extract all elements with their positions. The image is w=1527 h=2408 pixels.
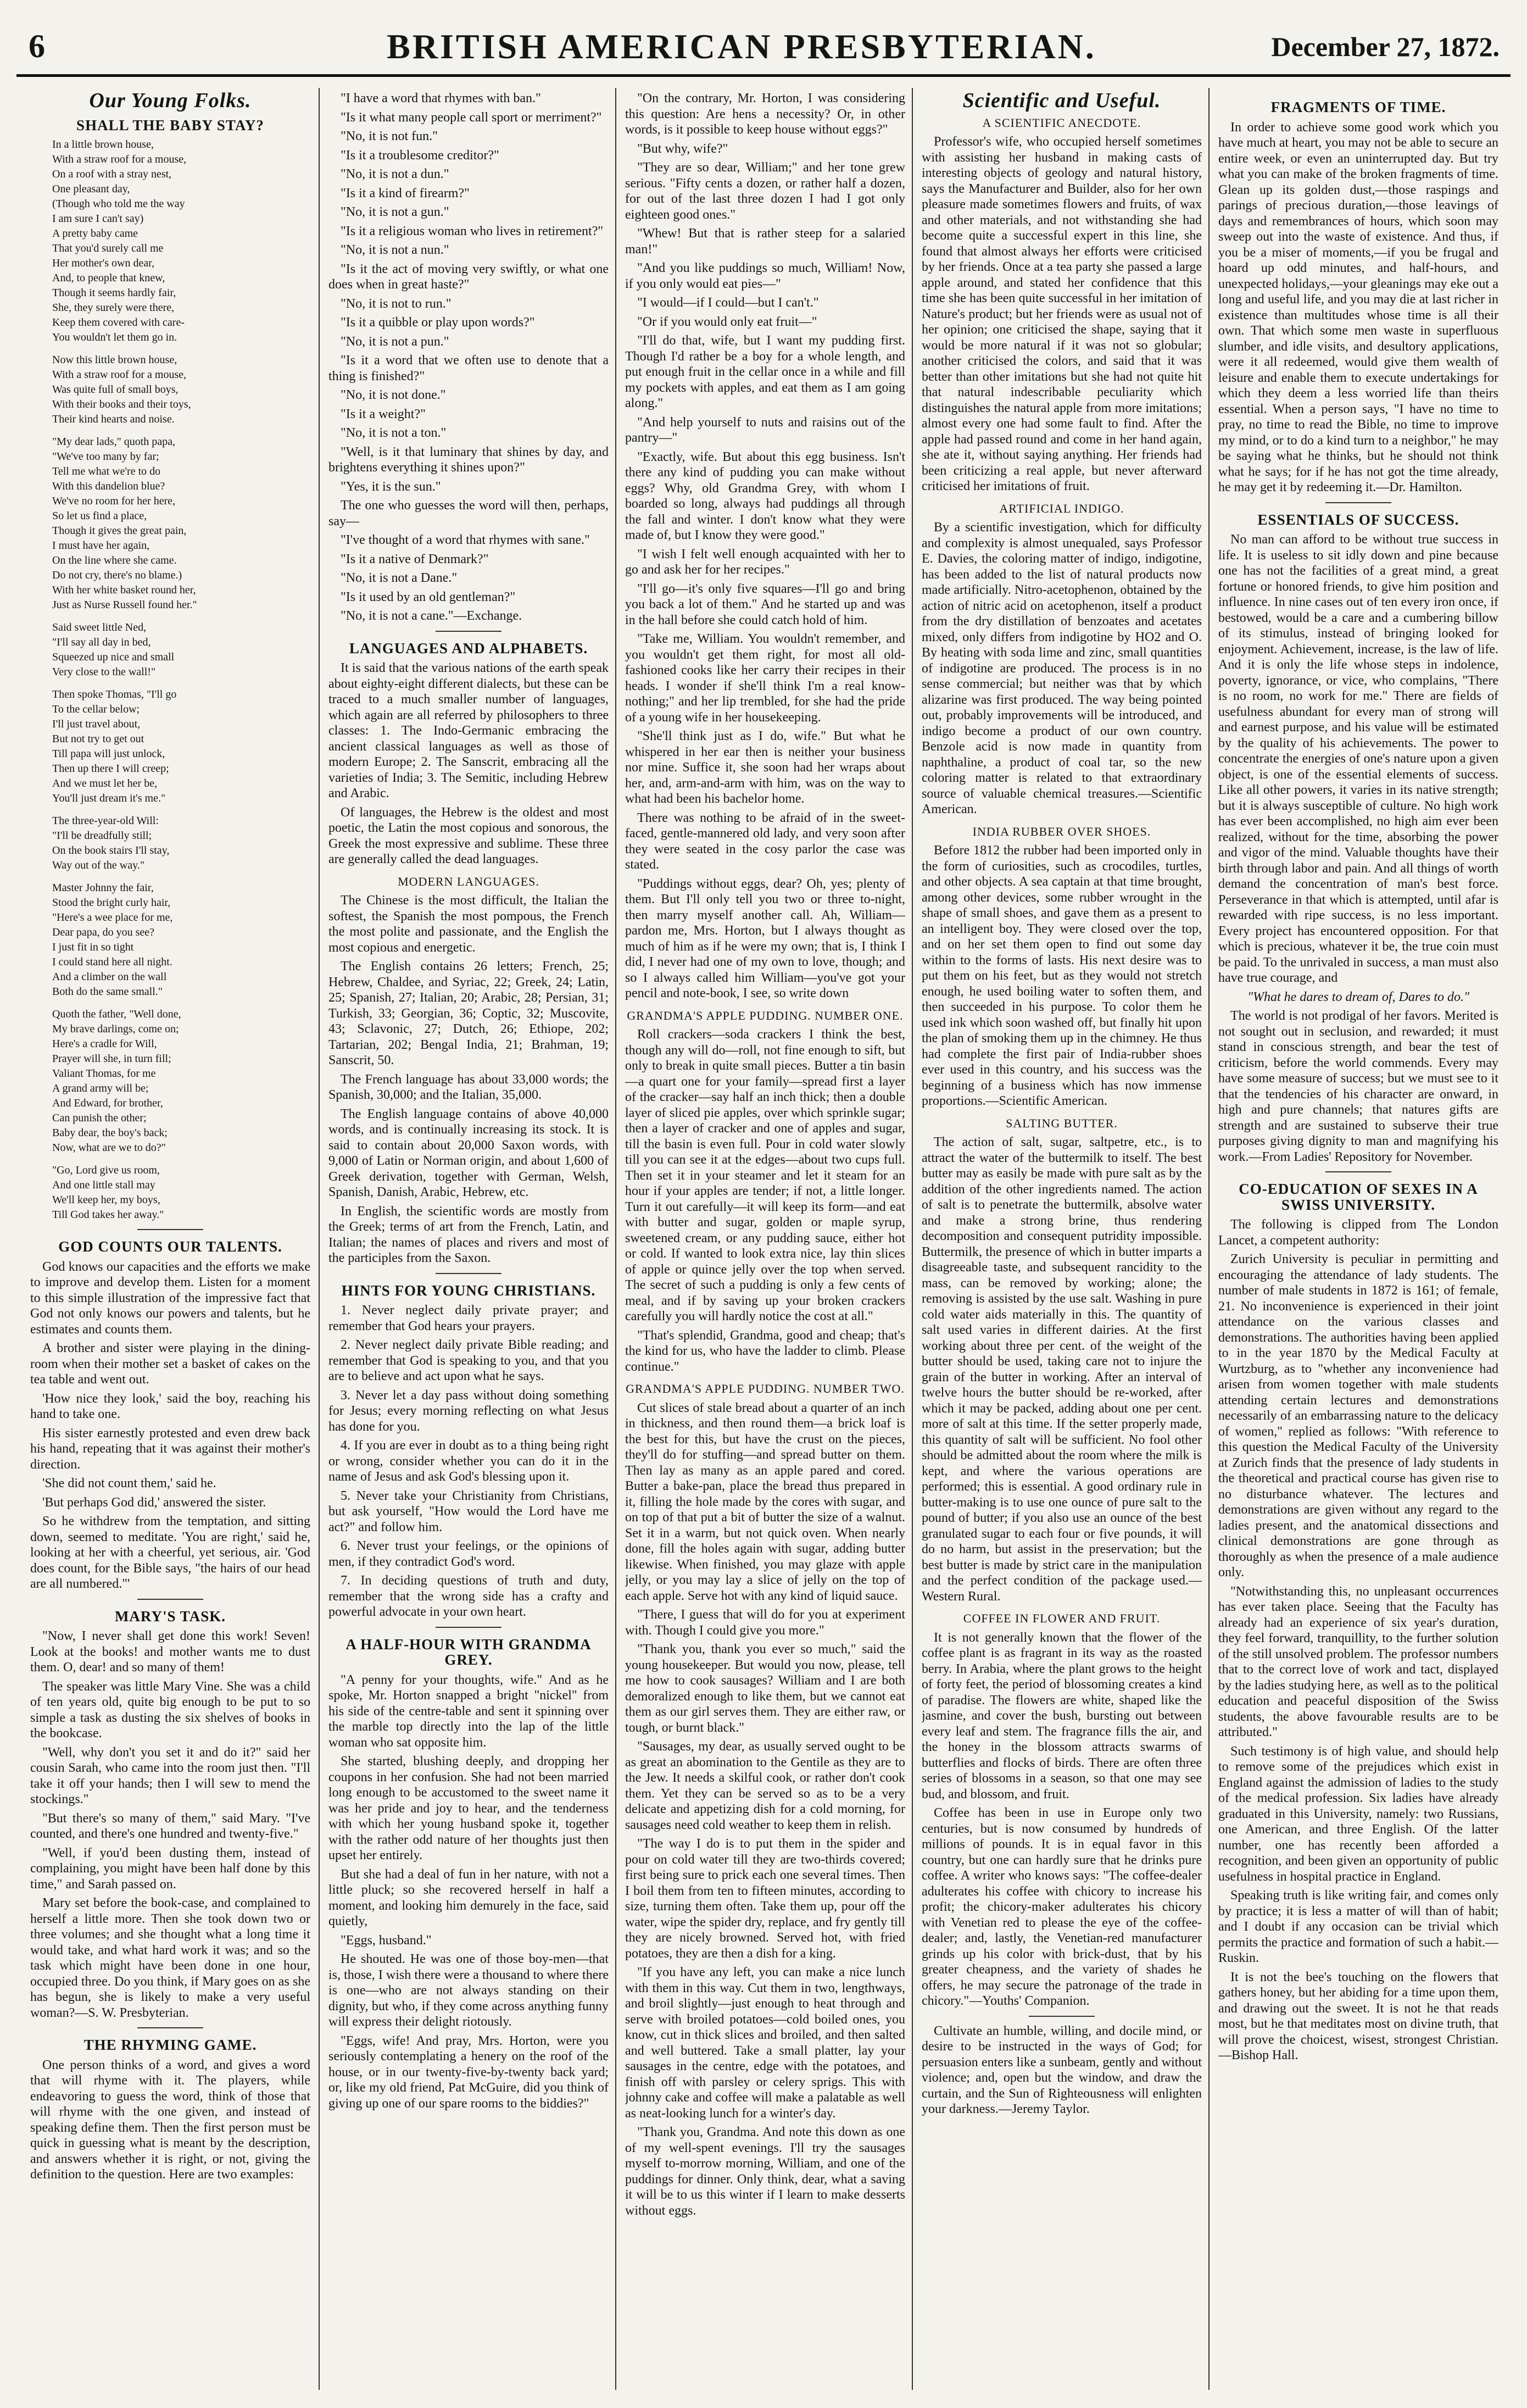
subhead-pudding-two: GRANDMA'S APPLE PUDDING. NUMBER TWO. — [626, 1382, 905, 1395]
article-title-baby-stay: SHALL THE BABY STAY? — [76, 116, 264, 134]
poem-line: She, they surely were there, — [52, 302, 175, 314]
masthead-rule — [16, 74, 1511, 77]
article-body-india-rubber — [922, 843, 1202, 1109]
article-body-essentials-2 — [1218, 1008, 1498, 1165]
paragraph: "Now, I never shall get done this work! Seven! Look at the books! and mother wants me to dust them. O, dear! and so many of them! — [30, 1629, 310, 1675]
paragraph: "Eggs, husband." — [341, 1933, 432, 1948]
article-title-fragments: FRAGMENTS OF TIME. — [1270, 99, 1446, 115]
poem-line: Both do the same small." — [52, 986, 163, 998]
paragraph: "No, it is not fun." — [341, 129, 438, 143]
article-title-languages: LANGUAGES AND ALPHABETS. — [349, 639, 588, 657]
masthead — [22, 21, 1505, 81]
poem-line: On the book stairs I'll stay, — [52, 844, 170, 857]
poem-line: Was quite full of small boys, — [52, 383, 179, 396]
section-divider — [137, 1229, 203, 1230]
poem-line: "Go, Lord give us room, — [52, 1164, 160, 1176]
poem-line: On a roof with a stray nest, — [52, 168, 172, 180]
poem-line — [52, 806, 310, 814]
article-body-half-hour-continued — [625, 91, 905, 1002]
poem-line: And Edward, for brother, — [52, 1097, 163, 1109]
paragraph: "Or if you would only eat fruit—" — [637, 314, 817, 329]
poem-line — [52, 613, 310, 620]
poem-line: With their books and their toys, — [52, 398, 191, 410]
poem-line: I could stand here all night. — [52, 956, 172, 968]
paragraph: "Is it a quibble or play upon words?" — [341, 315, 535, 330]
paragraph: Mary set before the book-case, and complained to herself a little more. Then she took down two or three volumes; and she thought what a long time it would take, and what hard work it was; and so the task which might have been done in one hour, occupied three. Do you think, if Mary goes on as she has begun, she is likely to make a very useful woman?—S. W. Presbyterian. — [30, 1896, 310, 2020]
poem-line: Master Johnny the fair, — [52, 882, 154, 894]
paragraph: But she had a deal of fun in her nature, with not a little pluck; so she recovered herself in half a moment, and looking him demurely in the face, said quietly, — [328, 1867, 609, 1928]
poem-line: I'll just travel about, — [52, 718, 141, 730]
paragraph: It is said that the various nations of the earth speak about eighty-eight different dialects, but these can be traced to a much smaller number of languages, which again are all referred by philosophers to three classes: 1. The Indo-Germanic embracing the ancient classical languages as well as those of modern Europe; 2. The Sanscrit, embracing all the varieties of India; 3. The Semitic, including Hebrew and Arabic. — [328, 661, 609, 800]
paragraph: "I wish I felt well enough acquainted with her to go and ask her for her recipes." — [625, 547, 905, 577]
poem-line: Keep them covered with care- — [52, 316, 185, 329]
paragraph: He shouted. He was one of those boy-men—that is, those, I wish there were a thousand to where there is one—who are not always standing on their dignity, but who, if they come across anything funny will express their delight riotously. — [328, 1952, 609, 2029]
paragraph: The speaker was little Mary Vine. She was a child of ten years old, quite big enough to be put to so simple a task as dusting the six shelves of books in the bookcase. — [30, 1679, 310, 1740]
article-title-marys-task: MARY'S TASK. — [114, 1608, 226, 1625]
column-2 — [328, 91, 609, 2387]
poem-line: Here's a cradle for Will, — [52, 1038, 157, 1050]
recipe-pudding-two — [625, 1400, 905, 2219]
section-divider — [137, 1599, 203, 1600]
poem-line: I must have her again, — [52, 540, 150, 552]
poem-line: "I'll be dreadfully still; — [52, 830, 152, 842]
poem-line: "Here's a wee place for me, — [52, 911, 173, 924]
hint-item: 4. If you are ever in doubt as to a thing being right or wrong, consider whether you can do it in the name of Jesus and ask God's blessing upon it. — [328, 1438, 609, 1484]
paragraph: "Is it a kind of firearm?" — [341, 186, 470, 201]
paragraph: "Exactly, wife. But about this egg business. Isn't there any kind of pudding you can make without eggs? Why, old Grandma Grey, with whom I boarded so long, always had puddings all through the fall and winter. I don't know what they were made of, but I know they were good." — [625, 449, 905, 542]
paragraph: "Yes, it is the sun." — [341, 479, 441, 494]
article-title-rhyming-game: THE RHYMING GAME. — [83, 2037, 257, 2053]
hint-item: 6. Never trust your feelings, or the opinions of men, if they contradict God's word. — [328, 1539, 609, 1569]
poem-line: "I'll say all day in bed, — [52, 636, 151, 648]
poem-line: Their kind hearts and noise. — [52, 413, 175, 425]
paragraph: "Sausages, my dear, as usually served ought to be as great an abomination to the Gentile as they are to the Jew. It needs a skilful cook, or rather don't cook them. Yet they can be served so as to be a very delicate and appetizing dish for a cold morning, for sausages need cold weather to keep them in relish. — [625, 1739, 905, 1832]
poem-line: Though it seems hardly fair, — [52, 287, 176, 299]
poem-line: Baby dear, the boy's back; — [52, 1127, 168, 1139]
subhead-indigo: ARTIFICIAL INDIGO. — [999, 501, 1124, 515]
section-title-scientific: Scientific and Useful. — [962, 91, 1161, 112]
poem-line: Now this little brown house, — [52, 354, 177, 366]
paragraph: "And help yourself to nuts and raisins out of the pantry—" — [625, 415, 905, 445]
paragraph: One person thinks of a word, and gives a word that will rhyme with it. The players, while endeavoring to guess the word, think of those that will rhyme with the one given, and instead of speaking define them. Then the first person must be quick in guessing what is meant by the description, and answers whether it is right, or not, giving the definition to the question. Here are two examples: — [30, 2057, 310, 2182]
column-4 — [922, 91, 1202, 2387]
paragraph: "Puddings without eggs, dear? Oh, yes; plenty of them. But I'll only tell you two or three to-night, then marry myself another call. Ah, William—pardon me, Mrs. Horton, but I always thought as much of him as if he were my own; that is, I think I did, I never had one of my own to love, though; and so I always called him William—you've got your pencil and note-book, I see, so write down — [625, 876, 905, 1000]
poem-line: Said sweet little Ned, — [52, 621, 147, 633]
article-body-salting-butter — [922, 1135, 1202, 1604]
poem-line: With a straw roof for a mouse, — [52, 153, 187, 165]
paragraph: "I have a word that rhymes with ban." — [341, 91, 541, 105]
hint-item: 3. Never let a day pass without doing something for Jesus; every morning reflecting on what Jesus has done for you. — [328, 1388, 609, 1434]
paragraph: The world is not prodigal of her favors. Merited is not sought out in seclusion, and rewarded; it must stand in conscious strength, and bear the test of criticism, before the world commends. Every may have some measure of success; but we must see to it that the tendencies of his character are onward, in high and pure channels; that natures gifts are strength and are sustained to subserve their true purposes giving dignity to man and magnifying his work.—From Ladies' Repository for November. — [1218, 1009, 1498, 1164]
poem-line: Way out of the way." — [52, 859, 144, 871]
poem-line: Squeezed up nice and small — [52, 651, 175, 663]
poem-line: Till God takes her away." — [52, 1209, 164, 1221]
article-title-coeducation: CO-EDUCATION OF SEXES IN A SWISS UNIVERSITY. — [1239, 1181, 1478, 1213]
article-body-modern-languages — [328, 893, 609, 1266]
recipe-pudding-one — [625, 1027, 905, 1375]
poem-line: Prayer will she, in turn fill; — [52, 1053, 171, 1065]
paragraph: Of languages, the Hebrew is the oldest and most poetic, the Latin the most copious and sonorous, the Greek the most expressive and sublime. These three are generally called the dead languages. — [328, 805, 609, 866]
paragraph: "No, it is not a pun." — [341, 334, 449, 349]
poem-line: Can punish the other; — [52, 1112, 147, 1124]
issue-date: December 27, 1872. — [1271, 31, 1500, 62]
section-divider — [436, 1273, 501, 1274]
poem-line: Quoth the father, "Well done, — [52, 1008, 181, 1020]
paragraph: By a scientific investigation, which for difficulty and complexity is almost unequaled, says Professor E. Davies, the coloring matter of indigo, indigotine, has been added to the list of natural products now made artificially. Nitro-acetophenon, obtained by the action of nitric acid on acetophenon, itself a product from the dry distillation of benzoates and acetates mixed, only differs from indigotine by HO2 and O. By heating with soda lime and zinc, small quantities of indigotine are produced. The process is in no sense commercial; but neither was that by which alizarine was first produced. The way being pointed out, probably improvements will be introduced, and indigo become a product of our own country. Benzole acid is now made in quantity from naphthaline, a product of coal tar, so the new coloring matter is related to that extraordinary source of valuable chemical treasures.—Scientific American. — [922, 520, 1202, 816]
paragraph: "That's splendid, Grandma, good and cheap; that's the kind for us, who have the ladder to climb. Please continue." — [625, 1328, 905, 1374]
paragraph: No man can afford to be without true success in life. It is useless to sit idly down and pine because one has not the facilities of a great mind, a great fortune or honored friends, to give him position and influence. In nine cases out of ten every iron once, if bestowed, would be a care and a cumbering billow of its stimulus, instead of bringing looked for enjoyment. Achievement, increase, is the law of life. And it is only the life whose steps in indolence, poverty, ignorance, or vice, who complains, "There is no room, no work for me." There are fields of usefulness abundant for every man of strong will and earnest purpose, and his value will be estimated by the quality of his achievements. The power to concentrate the energies of one's nature upon a given object, is one of the essential elements of success. Like all other powers, it varies in its native strength; but it is always susceptible of culture. No high work has ever been accomplished, no high aim ever been realized, without for the time, absorbing the power and vigor of the mind. Valuable thoughts have their birth through labor and pain. And all things of worth demand the concentration of man's best force. Perseverance in that which is attempted, until afar is rewarded with ripe success, is no less important. Every project has encountered opposition. For that which is precious, whatever it be, the true coin must be paid. To the unrivaled in success, a man must also have true courage, and — [1218, 532, 1498, 985]
article-body-rhyming-game — [30, 2057, 310, 2183]
paragraph: It is not the bee's touching on the flowers that gathers honey, but her abiding for a time upon them, and drawing out the sweet. It is not he that reads most, but he that meditates most on divine truth, that will prove the choicest, wisest, strongest Christian.—Bishop Hall. — [1218, 1970, 1498, 2062]
article-body-languages — [328, 660, 609, 867]
paragraph: "Well, if you'd been dusting them, instead of complaining, you might have been half done by this time," and Sarah passed on. — [30, 1845, 310, 1892]
column-rule — [912, 88, 913, 2390]
paragraph: 'She did not count them,' said he. — [42, 1476, 216, 1491]
paragraph: "No, it is not to run." — [341, 296, 452, 311]
poem-line — [52, 345, 310, 353]
article-body-indigo — [922, 520, 1202, 818]
poem-line: And we must let her be, — [52, 777, 158, 789]
article-body-god-counts — [30, 1259, 310, 1592]
poem-line: "My dear lads," quoth papa, — [52, 436, 176, 448]
poem-line: Then spoke Thomas, "I'll go — [52, 688, 177, 700]
poem-line: But not try to get out — [52, 733, 144, 745]
poem-line: So let us find a place, — [52, 510, 147, 522]
paragraph: "No, it is not a nun." — [341, 243, 449, 257]
article-body-essentials — [1218, 532, 1498, 986]
closing-quote-taylor: Cultivate an humble, willing, and docile mind, or desire to be instructed in the ways of God; for persuasion enters like a sunbeam, gently and without violence; and, open but the window, and draw the curtain, and the Sun of Righteousness will enlighten your darkness.—Jeremy Taylor. — [922, 2023, 1202, 2116]
paragraph: "The way I do is to put them in the spider and pour on cold water till they are two-thirds covered; first being sure to prick each one several times. Then I boil them from ten to fifteen minutes, according to size, turning them often. Take them up, pour off the water, wipe the spider dry, replace, and fry gently till they are nicely browned. Served hot, with fried potatoes, they are then a dish for a king. — [625, 1837, 905, 1961]
poem-line: And a climber on the wall — [52, 971, 167, 983]
article-title-essentials: ESSENTIALS OF SUCCESS. — [1257, 511, 1459, 528]
paragraph: "On the contrary, Mr. Horton, I was considering this question: Are hens a necessity? Or, in other words, is it possible to keep house without eggs?" — [625, 91, 905, 137]
subhead-anecdote: A SCIENTIFIC ANECDOTE. — [982, 115, 1141, 130]
poem-line — [52, 1155, 310, 1163]
poem-line: I am sure I can't say) — [52, 213, 144, 225]
poem-line — [52, 427, 310, 435]
poem-line: On the line where she came. — [52, 554, 177, 566]
paragraph: "Is it what many people call sport or merriment?" — [341, 110, 602, 125]
subhead-salting-butter: SALTING BUTTER. — [1006, 1116, 1118, 1130]
poem-line: The three-year-old Will: — [52, 815, 159, 827]
paragraph: "A penny for your thoughts, wife." And as he spoke, Mr. Horton snapped a bright "nickel" from his side of the centre-table and sent it spinning over the marble top directly into the lap of the little woman who sat opposite him. — [328, 1672, 609, 1750]
paragraph: The English language contains of above 40,000 words, and is continually increasing its stock. It is said to contain about 20,000 Saxon words, with 9,000 of Latin or Norman origin, and about 1,600 of Greek derivation, together with German, Welsh, Spanish, Danish, Arabic, Hebrew, etc. — [328, 1106, 609, 1199]
paragraph: "No, it is not a ton." — [341, 426, 447, 440]
paragraph: His sister earnestly protested and even drew back his hand, repeating that it was against their mother's direction. — [30, 1426, 310, 1472]
poem-line — [52, 680, 310, 687]
paragraph: "Is it used by an old gentleman?" — [341, 590, 516, 604]
paragraph: "Whew! But that is rather steep for a salaried man!" — [625, 226, 905, 257]
paragraph: In order to achieve some good work which you have much at heart, you may not be able to secure an entire week, or even an uninterrupted day. But try what you can make of the broken fragments of time. Glean up its golden dust,—those raspings and parings of precious duration,—those leavings of days and remembrances of hours, which soon may sweep out into the waste of existence. And thus, if you be a miser of moments,—if you be frugal and hoard up odd minutes, and half-hours, and unexpected holidays,—your gleanings may eke out a long and useful life, and you may die at last richer in existence than multitudes whose time is all their own. That which some men waste in superfluous slumber, and idle visits, and desultory applications, were it all redeemed, would give them wealth of leisure and enable them to execute undertakings for which they deem a less worried life than theirs essential. When a person says, "I have no time to pray, no time to read the Bible, no time to improve my mind, or to do a kind turn to a neighbor," he may be saying what he thinks, but he should not think what he says; for if he has not got the time already, he may get it by redeeming it.—Dr. Hamilton. — [1218, 120, 1498, 494]
rhyming-game-dialogue — [328, 91, 609, 624]
poem-line: A pretty baby came — [52, 227, 138, 240]
article-body-coffee — [922, 1630, 1202, 2009]
paragraph: "No, it is not a Dane." — [341, 571, 458, 585]
paragraph: Professor's wife, who occupied herself sometimes with assisting her husband in making casts of interesting objects of geology and natural history, says the Manufacturer and Builder, also for her own pleasure made sometimes flowers and fruits, of wax and other materials, and not withstanding she had become quite a successful expert in this line, she found that almost always her efforts were criticised by her friends. Once at a tea party she passed a large apple around, and stated her confidence that this time she has been quite successful in her imitation of Nature's product; but her friends were as usual not of her opinion; one criticised the shape, saying that it would be more natural if it was not so globular; another criticised the colors, and said that it was better than other imitations but she had not quite hit that natural indescribable peculiarity which distinguishes the natural apple from more imitations; almost every one had some fault to find. After the apple had passed round and come in her hand again, she ate it, without saying anything. Her friends had been criticizing a real apple, but never afterward criticised her imitations of fruit. — [922, 135, 1202, 493]
poem-line: "We've too many by far; — [52, 451, 159, 463]
poem-line: Till papa will just unlock, — [52, 748, 165, 760]
paragraph: "Is it a troublesome creditor?" — [341, 148, 499, 163]
poem-line: And one little stall may — [52, 1179, 155, 1191]
paragraph: "Is it a word that we often use to denote that a thing is finished?" — [328, 353, 609, 383]
poem-line: Though it gives the great pain, — [52, 525, 187, 537]
section-divider — [436, 1627, 501, 1628]
subhead-modern-languages: MODERN LANGUAGES. — [398, 874, 539, 888]
subhead-india-rubber: INDIA RUBBER OVER SHOES. — [972, 824, 1151, 838]
poem-line — [52, 999, 310, 1007]
paragraph: 'How nice they look,' said the boy, reaching his hand to take one. — [30, 1391, 310, 1421]
column-3 — [625, 91, 905, 2387]
paragraph: In English, the scientific words are mostly from the Greek; terms of art from the French, Latin, and Italian; the names of places and rivers and most of the participles from the Saxon. — [328, 1204, 609, 1265]
paragraph: 'But perhaps God did,' answered the sister. — [42, 1495, 266, 1510]
poem-line: With a straw roof for a mouse, — [52, 369, 187, 381]
poem-line: You wouldn't let them go in. — [52, 331, 177, 343]
column-5 — [1218, 91, 1498, 2387]
section-divider — [1029, 2016, 1095, 2017]
paragraph: "No, it is not a dun." — [341, 167, 449, 181]
subhead-pudding-one: GRANDMA'S APPLE PUDDING. NUMBER ONE. — [627, 1008, 904, 1022]
paragraph: The following is clipped from The London Lancet, a competent authority: — [1218, 1217, 1498, 1248]
article-title-hints: HINTS FOR YOUNG CHRISTIANS. — [341, 1282, 596, 1299]
article-body-anecdote — [922, 134, 1202, 494]
poem-line: I just fit in so tight — [52, 941, 134, 953]
paragraph: "Is it a native of Denmark?" — [341, 552, 489, 566]
hint-item: 5. Never take your Christianity from Christians, but ask yourself, "How would the Lord have me act?" and follow him. — [328, 1488, 609, 1534]
paragraph: "Is it a religious woman who lives in retirement?" — [341, 224, 604, 238]
paragraph: Such testimony is of high value, and should help to remove some of the prejudices which exist in England against the admission of ladies to the study of the medical profession. Six ladies have already graduated in this University, namely: two Russians, one American, and three English. Of the latter number, one has recently been afforded a recognition, and been given an opportunity of public usefulness in hospital practice in England. — [1218, 1744, 1498, 1884]
article-body-fragments — [1218, 120, 1498, 496]
section-divider — [1325, 1171, 1391, 1172]
paragraph: "If you have any left, you can make a nice lunch with them in this way. Cut them in two, lengthways, and broil slightly—just enough to heat through and serve with broiled potatoes—cold boiled ones, you know, cut in thick slices and broiled, and then salted and well buttered. Take a small platter, lay your sausages in the centre, edge with the potatoes, and finish off with parsley or celery sprigs. This with johnny cake and coffee will make a palatable as well as neat-looking lunch for a winter's day. — [625, 1965, 905, 2121]
section-divider — [436, 631, 501, 632]
subhead-coffee: COFFEE IN FLOWER AND FRUIT. — [963, 1611, 1161, 1625]
poem-line: We've no room for her here, — [52, 495, 176, 507]
hint-item: 2. Never neglect daily private Bible reading; and remember that God is speaking to you, and that you are to believe and act upon what he says. — [328, 1338, 609, 1383]
poem-line: One pleasant day, — [52, 183, 130, 195]
paragraph: "Thank you, thank you ever so much," said the young housekeeper. But would you now, please, tell me how to cook sausages? William and I are both demoralized enough to like them, but we cannot eat them as our girl serves them. They are either raw, or tough, or burnt black." — [625, 1642, 905, 1735]
poem-baby-stay — [52, 137, 310, 1222]
paragraph: "I'll do that, wife, but I want my pudding first. Though I'd rather be a boy for a whole length, and put enough fruit in the cellar once in a while and fill my pockets with apples, and eat them as I am going along." — [625, 333, 905, 410]
section-divider — [137, 2027, 203, 2028]
poem-line: Just as Nurse Russell found her." — [52, 599, 197, 611]
paragraph: "Thank you, Grandma. And note this down as one of my well-spent evenings. I'll try the sausages myself to-morrow morning, William, and one of the puddings for dinner. Only think, dear, what a saving it will be to us this winter if I learn to make desserts without eggs. — [625, 2125, 905, 2218]
poem-line: Tell me what we're to do — [52, 465, 161, 477]
paragraph: The one who guesses the word will then, perhaps, say— — [328, 498, 609, 529]
paragraph: "But there's so many of them," said Mary. "I've counted, and there's one hundred and twenty-five." — [30, 1811, 310, 1841]
page-number: 6 — [29, 28, 45, 64]
paragraph: A brother and sister were playing in the dining-room when their mother set a basket of cakes on the tea table and went out. — [30, 1341, 310, 1387]
paragraph: God knows our capacities and the efforts we make to improve and develop them. Listen for a moment to this simple illustration of the impressive fact that God not only knows our powers and talents, but he estimates and counts them. — [30, 1259, 310, 1337]
paragraph: "Is it the act of moving very swiftly, or what one does when in great haste?" — [328, 262, 609, 292]
paragraph: "Notwithstanding this, no unpleasant occurrences has ever taken place. Seeing that the Faculty has already had an experience of six year's duration, they feel forward, tranquillity, to the further solution of the still unsolved problem. The professor numbers that to the correct love of work and tact, displayed by the ladies studying here, as well as to the political education and peaceful disposition of the Swiss students, the above favourable results are to be attributed." — [1218, 1584, 1498, 1739]
column-rule — [615, 88, 616, 2390]
article-title-half-hour: A HALF-HOUR WITH GRANDMA GREY. — [345, 1636, 592, 1668]
paragraph: "No, it is not done." — [341, 388, 446, 402]
poem-line: With her white basket round her, — [52, 584, 196, 596]
paragraph: Zurich University is peculiar in permitting and encouraging the attendance of lady students. The number of male students in 1872 is 161; of female, 21. No inconvenience is experienced in their joint attendance on the various classes and demonstrations. The authorities having been applied to in the year 1870 by the Medical Faculty at Wurtzburg, as to "whether any inconvenience had arisen from women together with male students attending certain lectures and demonstrations necessarily of an embarrassing nature to the delicacy of women," replied as follows: "With reference to this question the Medical Faculty of the University at Zurich finds that the presence of lady students in the theoretical and practical course has given rise to no disturbance whatever. The lectures and demonstrations are given without any regard to the ladies present, and the anatomical dissections and clinical demonstrations are gone through as thoroughly as when the presence of a male audience only. — [1218, 1252, 1498, 1580]
paragraph: She started, blushing deeply, and dropping her coupons in her confusion. She had not been married long enough to be accustomed to the sweet name it was her pride and joy to hear, and the tenderness with which her young husband spoke it, together with the rather odd nature of her thoughts just then upset her entirely. — [328, 1754, 609, 1862]
paragraph: There was nothing to be afraid of in the sweet-faced, gentle-mannered old lady, and very soon after they were seated in the cosy parlor the case was stated. — [625, 810, 905, 872]
paragraph: So he withdrew from the temptation, and sitting down, seemed to meditate. 'You are right,' said he, looking at her with a cheerful, yet serious, air. 'God does count, for the Bible says, "the hairs of our head are all numbered."' — [30, 1514, 310, 1591]
paragraph: "I'll go—it's only five squares—I'll go and bring you back a lot of them." And he started up and was in the hall before she could catch hold of him. — [625, 581, 905, 627]
section-title-young-folks: Our Young Folks. — [89, 91, 252, 112]
paragraph: "Well, why don't you set it and do it?" said her cousin Sarah, who came into the room just then. "I'll take it off your hands; then I will sew to mend the stockings." — [30, 1745, 310, 1806]
poem-line: (Though who told me the way — [52, 198, 185, 210]
paragraph: "No, it is not a gun." — [341, 205, 449, 219]
paragraph: "Eggs, wife! And pray, Mrs. Horton, were you seriously contemplating a henery on the roof of the house, or in our twenty-five-by-twenty back yard; or, like my old friend, Pat McGuire, did you think of giving up one of our spare rooms to the biddies?" — [328, 2033, 609, 2111]
paragraph: It is not generally known that the flower of the coffee plant is as fragrant in its way as the roasted berry. In Arabia, where the plant grows to the height of forty feet, the period of blossoming creates a kind of paradise. The flowers are white, shaped like the jasmine, and cover the bush, bursting out between every leaf and stem. The fragrance fills the air, and the honey in the blossom attracts swarms of butterflies and flocks of birds. There are often three series of blossoms in a season, so that one may see bud, and blossom, and fruit. — [922, 1630, 1202, 1801]
column-rule — [1208, 88, 1210, 2390]
hint-item: 1. Never neglect daily private prayer; and remember that God hears your prayers. — [328, 1303, 609, 1333]
paragraph: "No, it is not a cane."—Exchange. — [341, 609, 522, 623]
paragraph: "Is it a weight?" — [341, 407, 426, 421]
paragraph: "Take me, William. You wouldn't remember, and you wouldn't get them right, for most all old-fashioned cooks like her carry their recipes in their heads. I wonder if she'll think I'm a real know-nothing;" and her lip trembled, for she had the pride of a young wife in her housekeeping. — [625, 632, 905, 725]
column-1 — [30, 91, 310, 2387]
paragraph: "But why, wife?" — [637, 141, 728, 156]
essentials-quote: "What he dares to dream of, Dares to do." — [1247, 989, 1470, 1004]
paragraph: "There, I guess that will do for you at experiment with. Though I could give you more." — [625, 1608, 905, 1638]
paragraph: "They are so dear, William;" and her tone grew serious. "Fifty cents a dozen, or rather half a dozen, for out of the last three dozen I had I got only eighteen good ones." — [625, 160, 905, 222]
column-rule — [319, 88, 320, 2390]
paragraph: The English contains 26 letters; French, 25; Hebrew, Chaldee, and Syriac, 22; Greek, 24; Latin, 25; Spanish, 27; Italian, 20; Arabic, 28; Persian, 31; Turkish, 33; Georgian, 36; Coptic, 32; Muscovite, 43; Sclavonic, 27; Dutch, 26; Ethiope, 202; Tartarian, 202; Bengal India, 21; Brahman, 19; Sanscrit, 50. — [328, 959, 609, 1067]
hint-item: 7. In deciding questions of truth and duty, remember that the wrong side has a crafty and powerful advocate in your own heart. — [328, 1573, 609, 1619]
poem-line: My brave darlings, come on; — [52, 1023, 179, 1035]
article-body-hints — [328, 1303, 609, 1620]
paragraph: The Chinese is the most difficult, the Italian the softest, the Spanish the most pompous, the French the most polite and passionate, and the English the most copious and energetic. — [328, 893, 609, 955]
article-body-coeducation — [1218, 1217, 1498, 2064]
poem-line: A grand army will be; — [52, 1082, 149, 1094]
poem-line: That you'd surely call me — [52, 242, 164, 254]
article-body-marys-task — [30, 1628, 310, 2021]
poem-line: Do not cry, there's no blame.) — [52, 569, 182, 581]
paragraph: "Well, is it that luminary that shines by day, and brightens everything it shines upon?" — [328, 444, 609, 475]
paragraph: "I would—if I could—but I can't." — [637, 296, 819, 310]
poem-line: Stood the bright curly hair, — [52, 897, 171, 909]
poem-line: Her mother's own dear, — [52, 257, 155, 269]
poem-line: And, to people that knew, — [52, 272, 165, 284]
poem-line: Very close to the wall!" — [52, 666, 156, 678]
poem-line: In a little brown house, — [52, 138, 154, 151]
paragraph: The action of salt, sugar, saltpetre, etc., is to attract the water of the buttermilk to itself. The best butter may as easily be made with pure salt as by the addition of the other ingredients named. The action of salt is to penetrate the buttermilk, absolve water and make a strong brine, thus rendering decomposition and consequent putridity impossible. Buttermilk, the presence of which in butter imparts a disagreeable taste, and subsequent rancidity to the mass, can be removed by working; alone; the removing is assisted by the use salt. Washing in pure cold water aids materially in this. The quantity of salt used varies in different dairies. At the first working about three per cent. of the weight of the butter should be used, taking care not to injure the grain of the butter in working. After an interval of twelve hours the butter should be re-worked, after which it may be packed, adding about one per cent. more of salt at this time. If the setter properly made, this quantity of salt will be sufficient. No fool other should be admitted about the room where the milk is kept, and where the various operations are performed; this is essential. A good ordinary rule in butter-making is to use one ounce of pure salt to the pound of butter; if you also use an ounce of the best granulated sugar to each four or five pounds, it will do no harm, but assist in the preservation; but the best butter is made by strict care in the manipulation and the perfect condition of the package used.—Western Rural. — [922, 1135, 1202, 1604]
paper-title: BRITISH AMERICAN PRESBYTERIAN. — [387, 27, 1096, 66]
article-title-god-counts: GOD COUNTS OUR TALENTS. — [58, 1238, 282, 1255]
paragraph: Cut slices of stale bread about a quarter of an inch in thickness, and then round them—a brick loaf is the best for this, but have the crust on the pieces, they'll do for stuffing—and spread butter on them. Then lay as many as an apple pared and cored. Butter a bake-pan, place the bread thus prepared in it, filling the hole made by the cores with sugar, and on top of that put a bit of butter the size of a walnut. Set it in a warm, but not quick oven. When nearly done, fill the holes again with sugar, adding butter likewise. When finished, you may glaze with apple jelly, or you may lay a slice of jelly on the top of each apple. Serve hot with any kind of liquid sauce. — [625, 1400, 905, 1603]
poem-line: Now, what are we to do?" — [52, 1142, 166, 1154]
poem-line: To the cellar below; — [52, 703, 140, 715]
paragraph: Coffee has been in use in Europe only two centuries, but is now consumed by hundreds of millions of pounds. It is in equal favor in this country, but one can hardly sure that he drinks pure coffee. A writer who knows says: "The coffee-dealer adulterates his coffee with chicory to increase his profit; the chicory-maker adulterates his chicory with Venetian red to please the eye of the coffee-dealer; and, lastly, the Venetian-red manufacturer grinds up his color with brick-dust, that by his greater cheapness, and the variety of shades he offers, he may secure the patronage of the trade in chicory."—Youths' Companion. — [922, 1806, 1202, 2008]
poem-line: With this dandelion blue? — [52, 480, 165, 492]
paragraph: The French language has about 33,000 words; the Spanish, 30,000; and the Italian, 35,000. — [328, 1072, 609, 1102]
poem-line — [52, 873, 310, 881]
section-divider — [1325, 502, 1391, 503]
poem-line: You'll just dream it's me." — [52, 792, 166, 804]
paragraph: Roll crackers—soda crackers I think the best, though any will do—roll, not fine enough to sift, but only to break in quite small pieces. Butter a tin basin—a quart one for your family—spread first a layer of the cracker—say half an inch thick; then a double layer of sliced pie apples, over which sprinkle sugar; then a layer of cracker and one of apples and sugar, till the basin is even full. Pour in cold water slowly till you can see it at the edges—about two cups full. Then set it in your steamer and let it steam for an hour if your apples are tender; if not, a little longer. Turn it out carefully—it will keep its form—and eat with butter and sugar, golden or maple syrup, sweetened cream, or any pudding sauce, either hot or cold. If wanted to look extra nice, lay thin slices of apple or quince jelly over the top when served. The secret of such a pudding is only a few cents of meal, and if by saving up your broken crackers carefully you will hardly notice the cost at all." — [625, 1027, 905, 1323]
poem-line: We'll keep her, my boys, — [52, 1194, 160, 1206]
poem-line: Then up there I will creep; — [52, 763, 169, 775]
article-body-half-hour — [328, 1672, 609, 2112]
paragraph: Before 1812 the rubber had been imported only in the form of curiosities, such as crocodiles, turtles, and other objects. A sea captain at that time brought, among other devices, some rubber wrought in the shape of small shoes, and gave them as a present to an intelligent boy. They were closed over the top, and on her set them open to find out some day within to the forms of lasts. His next desire was to put them on his feet, but as they would not stretch enough, he used boiling water to soften them, and then succeeded in his purpose. To color them he used ink which soon washed off, but finally hit upon the plan of smoking them up in the chimney. He thus had complete the first pair of India-rubber shoes ever used in this country, and his success was the beginning of a business which has now immense proportions.—Scientific American. — [922, 843, 1202, 1108]
poem-line: Dear papa, do you see? — [52, 926, 155, 938]
paragraph: "She'll think just as I do, wife." But what he whispered in her ear then is neither your business nor mine. Suffice it, she soon had her wraps about her, and, arm-and-arm with him, was on the way to what had been his bachelor home. — [625, 729, 905, 806]
paragraph: Speaking truth is like writing fair, and comes only by practice; it is less a matter of will than of habit; and I doubt if any occasion can be trivial which permits the practice and formation of such a habit.—Ruskin. — [1218, 1888, 1498, 1965]
paragraph: "And you like puddings so much, William! Now, if you only would eat pies—" — [625, 261, 905, 291]
poem-line: Valiant Thomas, for me — [52, 1067, 156, 1080]
paragraph: "I've thought of a word that rhymes with sane." — [341, 533, 590, 547]
